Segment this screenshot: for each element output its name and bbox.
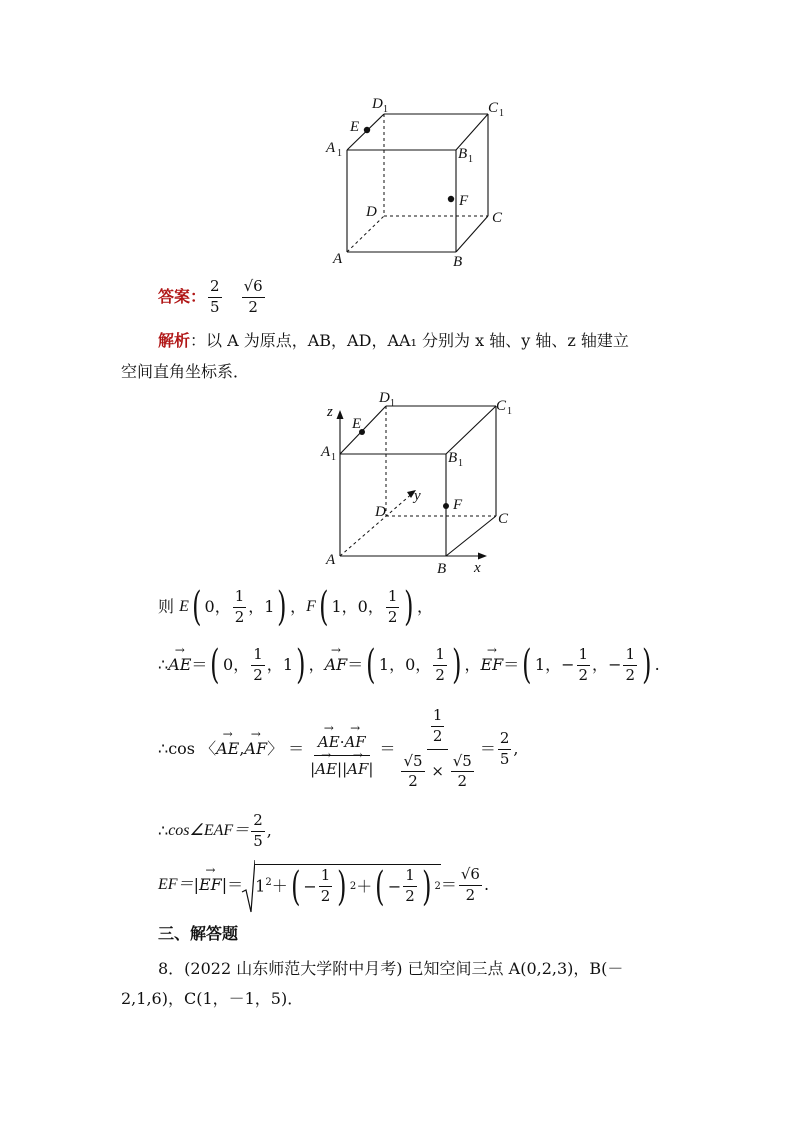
label-f: F: [459, 193, 469, 209]
svg-text:1: 1: [458, 458, 463, 469]
label-c: C: [498, 511, 509, 527]
svg-text:1: 1: [507, 406, 512, 417]
label-c1: C: [488, 100, 499, 116]
point-f: [448, 196, 454, 202]
label-y: y: [414, 488, 421, 504]
answer-line: 答案 ： $\frac{2}{5}$ $\frac{√6}{2}$: [158, 276, 263, 316]
answer-fraction-2: $\frac{√6}{2}$: [243, 276, 263, 316]
point-e: [364, 127, 370, 133]
label-z: z: [327, 404, 333, 420]
label-d: D: [375, 504, 386, 520]
answer-label: 答案: [158, 287, 191, 306]
svg-text:1: 1: [331, 452, 336, 463]
sqrt-expression: $1^2+$ ( − $\frac{1}{2}$ ) 2 ＋ ( − $\frac{1}{2}$ ) 2: [243, 864, 441, 907]
label-b1: B: [448, 450, 458, 466]
svg-text:1: 1: [499, 108, 504, 119]
label-e: E: [352, 416, 362, 432]
label-x: x: [474, 560, 481, 576]
label-e: E: [350, 119, 360, 135]
label-b: B: [437, 561, 447, 577]
problem-8-line-1: 8．(2022 山东师范大学附中月考) 已知空间三点 A(0,2,3)，B(－: [158, 959, 624, 978]
svg-text:1: 1: [383, 104, 388, 115]
label-a: A: [326, 552, 336, 568]
math-line-cos-angle: ∴ cos∠EAF＝ $\frac{2}{5}$ ,: [158, 810, 272, 850]
radical-sign-icon: [241, 860, 255, 914]
label-f: F: [453, 497, 463, 513]
svg-text:1: 1: [337, 148, 342, 159]
point-f: [443, 503, 449, 509]
label-c1: C: [496, 398, 507, 414]
svg-text:1: 1: [468, 154, 473, 165]
math-line-vectors: ∴ → AE ＝ ( 0 ， $\frac{1}{2}$ ， 1 ) ， → AF ＝ ( 1 ， 0 ， $\frac{1}{2}$ ) ， → EF ＝ ( 1 ， − $\frac{1}{2}$ ， − $\frac{1}{2}$ ) .: [158, 640, 660, 690]
label-a1: A: [326, 140, 336, 156]
answer-fraction-1: $\frac{2}{5}$: [210, 276, 220, 316]
label-d1: D: [379, 390, 390, 406]
analysis-line-1: 解析：以 A 为原点，AB，AD，AA₁ 分别为 x 轴、y 轴、z 轴建立: [158, 331, 629, 350]
math-line-cos-vectors: ∴ cos 〈 → AE , → AF 〉 ＝ → $\frac{AE\cdot\to AF}{|\to AE||\to AF|}$ ＝ $\frac{1}{2}$ $\frac{√5}{2}$ × $\frac{√5}{2}$ ＝ $\frac{2}{5}$ ,: [158, 694, 518, 804]
svg-text:1: 1: [390, 398, 395, 409]
section-title: 三、解答题: [158, 924, 239, 943]
label-c: C: [492, 210, 503, 226]
label-b: B: [453, 254, 463, 270]
analysis-line-2: 空间直角坐标系．: [121, 362, 250, 381]
problem-8-line-2: 2,1,6)，C(1，－1，5)．: [121, 989, 304, 1008]
analysis-label: 解析: [158, 331, 191, 350]
label-a1: A: [321, 444, 331, 460]
label-a: A: [333, 251, 343, 267]
label-b1: B: [458, 146, 468, 162]
math-line-ef-length: EF＝ | → EF |＝ $1^2+$ ( − $\frac{1}{2}$ ) 2 ＋ ( − $\frac{1}{2}$ ) 2 ＝ $\frac{√6}{2}$ .: [158, 858, 489, 912]
label-d1: D: [372, 96, 383, 112]
label-d: D: [366, 204, 377, 220]
cube-figure-1: [320, 92, 520, 272]
math-line-coords: 则 E ( 0 ， $\frac{1}{2}$ ， 1 ) ， F ( 1 ， 0 ， $\frac{1}{2}$ ) ，: [158, 584, 434, 630]
cube-figure-2: [316, 388, 526, 578]
